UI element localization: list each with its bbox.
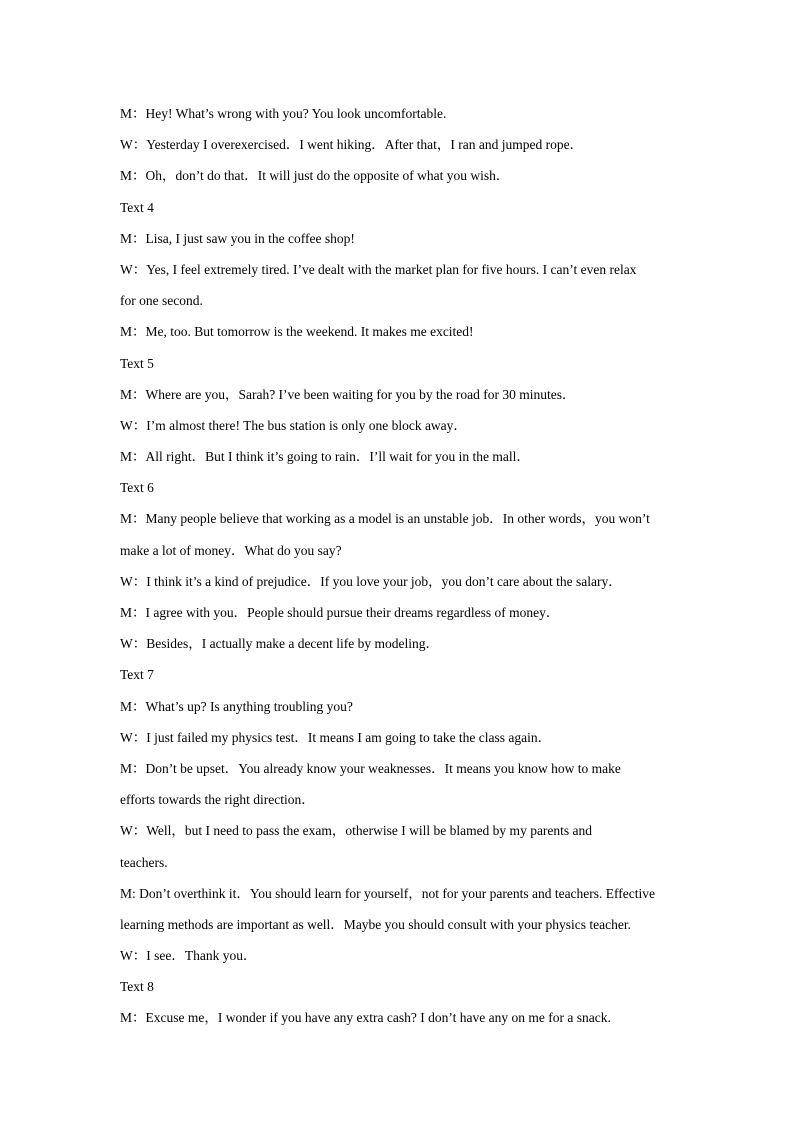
dialogue-line: W：Yes, I feel extremely tired. I’ve dealt with the market plan for five hours. I can’t even relax <box>120 261 637 277</box>
dialogue-line: M：All right．But I think it’s going to rain．I’ll wait for you in the mall． <box>120 449 530 465</box>
dialogue-line-continuation: for one second. <box>120 293 203 309</box>
dialogue-line: M：Lisa, I just saw you in the coffee shop! <box>120 230 355 246</box>
section-heading-text-5: Text 5 <box>120 355 154 371</box>
transcript-body <box>120 102 690 1038</box>
dialogue-line-continuation: make a lot of money．What do you say? <box>120 542 342 558</box>
dialogue-line: M：Hey! What’s wrong with you? You look uncomfortable. <box>120 106 447 121</box>
section-heading-text-6: Text 6 <box>120 480 154 496</box>
dialogue-line: M：I agree with you．People should pursue their dreams regardless of money． <box>120 605 560 620</box>
dialogue-line: W：I think it’s a kind of prejudice．If you love your job，you don’t care about the salary． <box>120 573 622 589</box>
section-heading-text-8: Text 8 <box>120 979 154 995</box>
dialogue-line: M：What’s up? Is anything troubling you? <box>120 698 353 714</box>
dialogue-line: M：Where are you，Sarah? I’ve been waiting for you by the road for 30 minutes． <box>120 386 576 402</box>
dialogue-line: M：Don’t be upset．You already know your weaknesses．It means you know how to make <box>120 760 621 776</box>
section-heading-text-7: Text 7 <box>120 667 154 683</box>
dialogue-line: M：Excuse me，I wonder if you have any extra cash? I don’t have any on me for a snack. <box>120 1010 611 1026</box>
dialogue-line: W：I’m almost there! The bus station is only one block away． <box>120 417 467 433</box>
dialogue-line: M：Many people believe that working as a model is an unstable job．In other words，you won’t <box>120 511 650 527</box>
dialogue-line: W：I just failed my physics test．It means I am going to take the class again． <box>120 729 552 745</box>
dialogue-line-continuation: learning methods are important as well．Maybe you should consult with your physics teacher. <box>120 916 632 932</box>
dialogue-line: M：Oh，don’t do that．It will just do the opposite of what you wish． <box>120 168 510 184</box>
dialogue-line-continuation: teachers. <box>120 854 168 870</box>
dialogue-line: W：I see．Thank you． <box>120 948 257 964</box>
dialogue-line-continuation: efforts towards the right direction． <box>120 792 315 808</box>
dialogue-line: M：Me, too. But tomorrow is the weekend. It makes me excited! <box>120 324 474 340</box>
dialogue-line: W：Besides，I actually make a decent life by modeling． <box>120 636 440 652</box>
dialogue-line: W：Yesterday I overexercised．I went hiking．After that，I ran and jumped rope． <box>120 137 584 153</box>
dialogue-line: W：Well，but I need to pass the exam，otherwise I will be blamed by my parents and <box>120 823 593 839</box>
dialogue-line: M: Don’t overthink it．You should learn for yourself，not for your parents and teachers. Effective <box>120 885 656 901</box>
section-heading-text-4: Text 4 <box>120 199 154 215</box>
